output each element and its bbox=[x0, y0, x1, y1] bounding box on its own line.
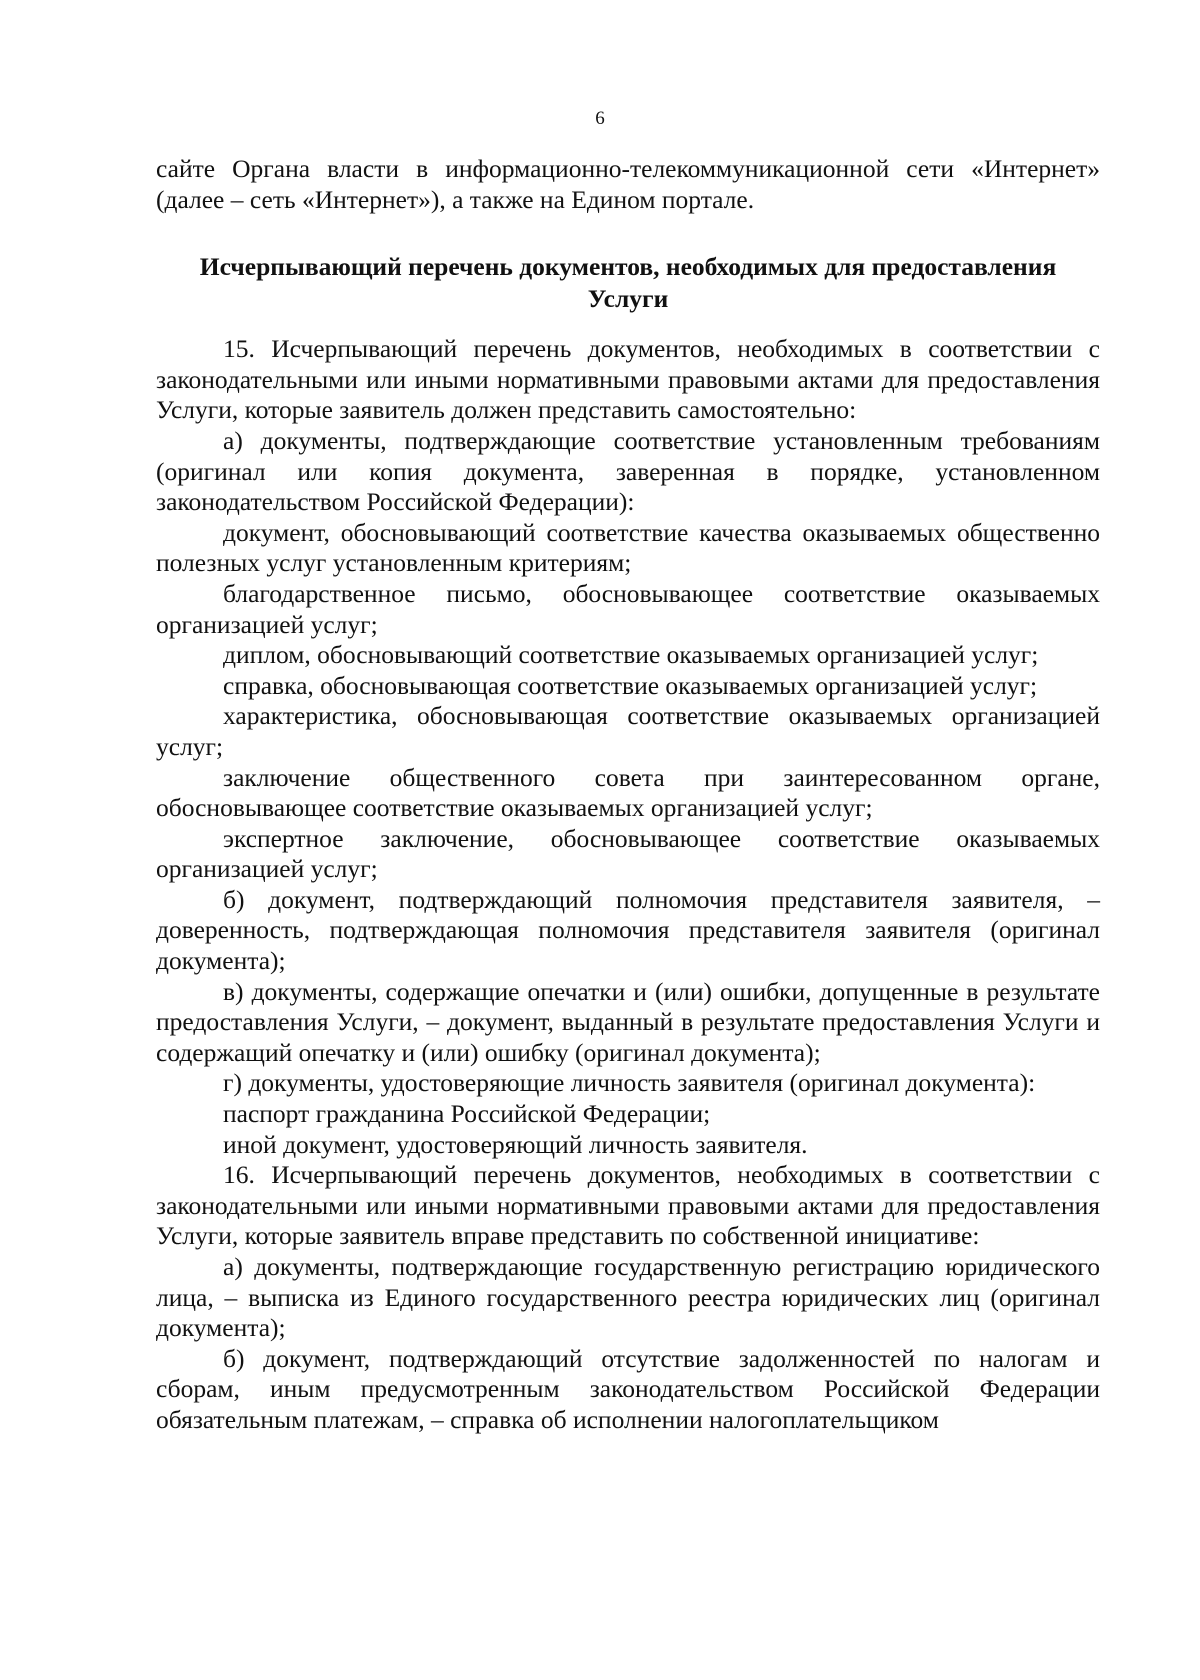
list-item: характеристика, обосновывающая соответствие оказываемых организацией услуг; bbox=[156, 701, 1100, 761]
list-item: документ, обосновывающий соответствие качества оказываемых общественно полезных услуг установленным критериям; bbox=[156, 517, 1100, 578]
paragraph-15-g: г) документы, удостоверяющие личность заявителя (оригинал документа): bbox=[223, 1068, 1036, 1098]
intro-paragraph: сайте Органа власти в информационно-телекоммуникационной сети «Интернет» (далее – сеть «Интернет»), а также на Едином портале. bbox=[156, 154, 1100, 214]
list-item: экспертное заключение, обосновывающее соответствие оказываемых организацией услуг; bbox=[156, 823, 1100, 884]
paragraph-16-b: б) документ, подтверждающий отсутствие задолженностей по налогам и сборам, иным предусмотренным законодательством Российской Федерации обязательным платежам, – справка об исполнении налогоплательщиком bbox=[156, 1343, 1100, 1434]
list-item: благодарственное письмо, обосновывающее соответствие оказываемых организацией услуг; bbox=[156, 578, 1100, 639]
document-body bbox=[156, 154, 1100, 1436]
paragraph-15-v: в) документы, содержащие опечатки и (или) ошибки, допущенные в результате предоставления Услуги, – документ, выданный в результате предоставления Услуги и содержащий опечатку и (или) ошибку (оригинал документа); bbox=[156, 976, 1100, 1067]
paragraph-16-a: а) документы, подтверждающие государственную регистрацию юридического лица, – выписка из Единого государственного реестра юридических лиц (оригинал документа); bbox=[156, 1252, 1100, 1343]
list-item: заключение общественного совета при заинтересованном органе, обосновывающее соответствие оказываемых организацией услуг; bbox=[156, 762, 1100, 823]
list-item: паспорт гражданина Российской Федерации; bbox=[223, 1099, 711, 1129]
section-heading-line-1: Исчерпывающий перечень документов, необходимых для предоставления bbox=[199, 252, 1057, 282]
paragraph-16: 16. Исчерпывающий перечень документов, необходимых в соответствии с законодательными или иными нормативными правовыми актами для предоставления Услуги, которые заявитель вправе представить по собственной инициативе: bbox=[156, 1160, 1100, 1251]
paragraph-15: 15. Исчерпывающий перечень документов, необходимых в соответствии с законодательными или иными нормативными правовыми актами для предоставления Услуги, которые заявитель должен представить самостоятельно: bbox=[156, 334, 1100, 425]
section-heading bbox=[156, 251, 1100, 315]
section-heading-line-2: Услуги bbox=[587, 284, 669, 314]
list-item: диплом, обосновывающий соответствие оказываемых организацией услуг; bbox=[223, 640, 1039, 670]
list-item: справка, обосновывающая соответствие оказываемых организацией услуг; bbox=[223, 670, 1038, 700]
page-number: 6 bbox=[595, 108, 605, 129]
list-item: иной документ, удостоверяющий личность заявителя. bbox=[223, 1129, 808, 1159]
paragraph-15-a: а) документы, подтверждающие соответствие установленным требованиям (оригинал или копия документа, заверенная в порядке, установленном законодательством Российской Федерации): bbox=[156, 425, 1100, 517]
paragraph-15-b: б) документ, подтверждающий полномочия представителя заявителя, – доверенность, подтверждающая полномочия представителя заявителя (оригинал документа); bbox=[156, 884, 1100, 976]
